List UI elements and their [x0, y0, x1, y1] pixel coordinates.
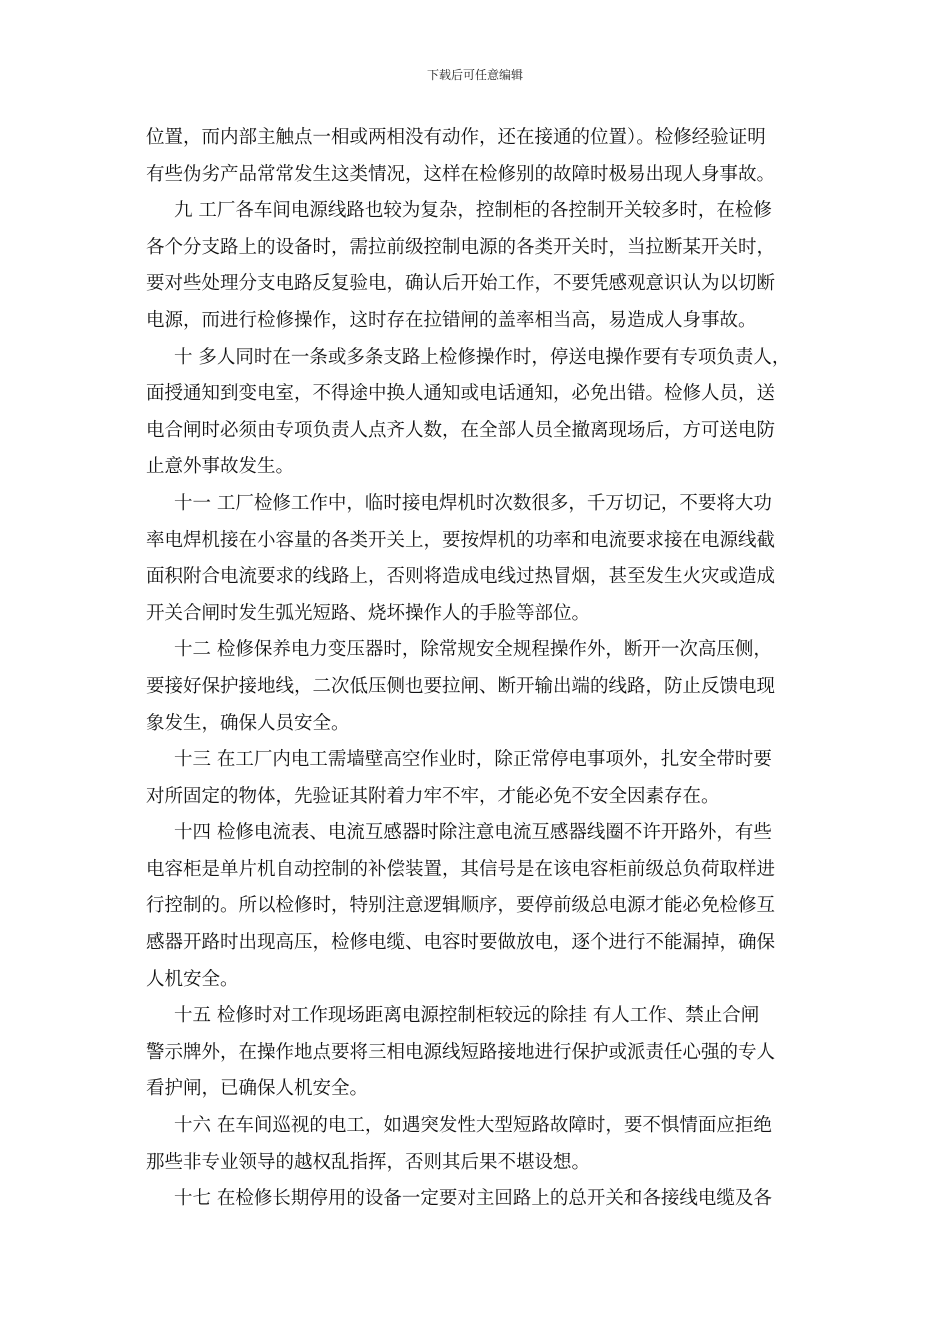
paragraph-item-14 — [146, 815, 814, 998]
paragraph-item-11 — [146, 486, 814, 632]
text-line: 警示牌外，在操作地点要将三相电源线短路接地进行保护或派责任心强的专人 — [146, 1041, 776, 1063]
text-line: 那些非专业领导的越权乱指挥，否则其后果不堪设想。 — [146, 1151, 591, 1173]
text-line: 看护闸，已确保人机安全。 — [146, 1078, 369, 1100]
paragraph-item-13 — [146, 742, 814, 815]
text-line: 十 多人同时在一条或多条支路上检修操作时，停送电操作要有专项负责人， — [174, 346, 791, 368]
text-line: 各个分支路上的设备时，需拉前级控制电源的各类开关时，当拉断某开关时， — [146, 236, 776, 258]
text-line: 有些伪劣产品常常发生这类情况，这样在检修别的故障时极易出现人身事故。 — [146, 163, 776, 185]
text-line: 九 工厂各车间电源线路也较为复杂，控制柜的各控制开关较多时，在检修 — [174, 200, 772, 222]
text-line: 十二 检修保养电力变压器时，除常规安全规程操作外，断开一次高压侧， — [174, 639, 772, 661]
text-line: 十一 工厂检修工作中，临时接电焊机时次数很多，千万切记，不要将大功 — [174, 492, 772, 514]
text-line: 电合闸时必须由专项负责人点齐人数，在全部人员全撤离现场后，方可送电防 — [146, 419, 776, 441]
text-line: 十七 在检修长期停用的设备一定要对主回路上的总开关和各接线电缆及各 — [174, 1188, 772, 1210]
text-line: 要对些处理分支电路反复验电，确认后开始工作，不要凭感观意识认为以切断 — [146, 273, 776, 295]
text-line: 象发生，确保人员安全。 — [146, 712, 350, 734]
text-line: 面积附合电流要求的线路上，否则将造成电线过热冒烟，甚至发生火灾或造成 — [146, 566, 776, 588]
text-line: 十五 检修时对工作现场距离电源控制柜较远的除挂 有人工作、禁止合闸 — [174, 1005, 760, 1027]
paragraph-item-12 — [146, 632, 814, 742]
text-line: 要接好保护接地线，二次低压侧也要拉闸、断开输出端的线路，防止反馈电现 — [146, 675, 776, 697]
document-body — [146, 120, 814, 1218]
paragraph-item-17 — [146, 1181, 814, 1218]
text-line: 十六 在车间巡视的电工，如遇突发性大型短路故障时，要不惧情面应拒绝 — [174, 1115, 772, 1137]
text-line: 面授通知到变电室，不得途中换人通知或电话通知，必免出错。检修人员，送 — [146, 383, 776, 405]
text-line: 行控制的。所以检修时，特别注意逻辑顺序，要停前级总电源才能必免检修互 — [146, 895, 776, 917]
text-line: 感器开路时出现高压，检修电缆、电容时要做放电，逐个进行不能漏掉，确保 — [146, 932, 776, 954]
text-line: 电源，而进行检修操作，这时存在拉错闸的盖率相当高，易造成人身事故。 — [146, 309, 757, 331]
paragraph-item-9 — [146, 193, 814, 339]
text-line: 电容柜是单片机自动控制的补偿装置，其信号是在该电容柜前级总负荷取样进 — [146, 858, 776, 880]
text-line: 开关合闸时发生弧光短路、烧坏操作人的手脸等部位。 — [146, 602, 591, 624]
text-line: 十四 检修电流表、电流互感器时除注意电流互感器线圈不许开路外，有些 — [174, 822, 772, 844]
text-line: 位置，而内部主触点一相或两相没有动作，还在接通的位置）。检修经验证明 — [146, 127, 766, 148]
paragraph-item-16 — [146, 1108, 814, 1181]
text-line: 止意外事故发生。 — [146, 456, 295, 478]
text-line: 率电焊机接在小容量的各类开关上，要按焊机的功率和电流要求接在电源线截 — [146, 529, 776, 551]
paragraph-item-15 — [146, 998, 814, 1108]
paragraph-item-10 — [146, 340, 814, 486]
page-header: 下载后可任意编辑 — [426, 68, 523, 82]
text-line: 十三 在工厂内电工需墙壁高空作业时，除正常停电事项外，扎安全带时要 — [174, 749, 772, 771]
text-line: 人机安全。 — [146, 968, 239, 990]
text-line: 对所固定的物体，先验证其附着力牢不牢，才能必免不安全因素存在。 — [146, 785, 720, 807]
paragraph-continuation — [146, 120, 814, 193]
